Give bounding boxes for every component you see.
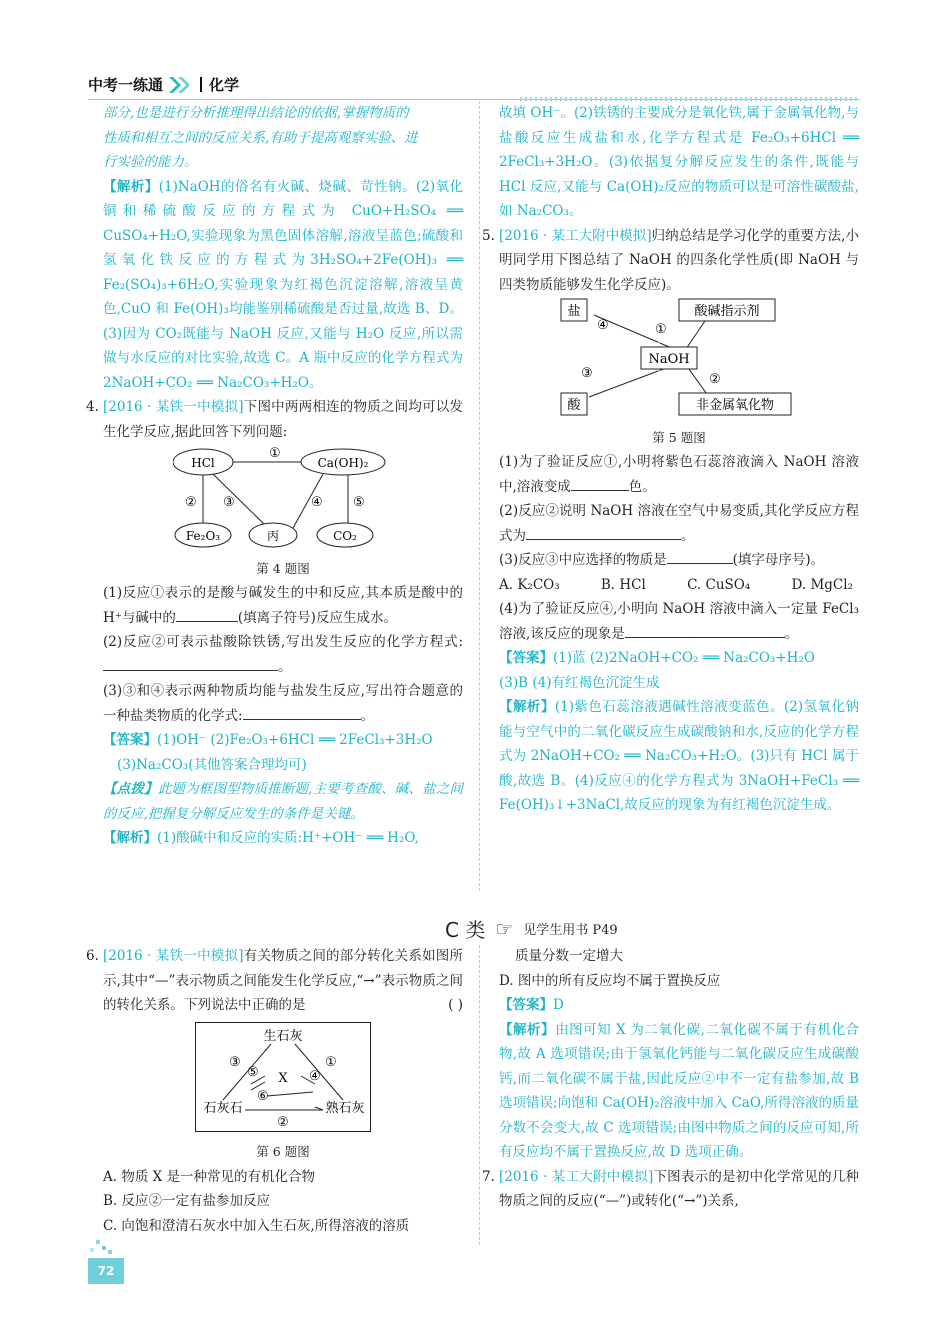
q5-analysis	[499, 695, 859, 818]
fig4-circle-5: ⑤	[353, 495, 365, 510]
question-number: 4.	[86, 399, 99, 415]
figure-5-caption: 第 5 题图	[652, 429, 706, 445]
fig6-circle-6: ⑥	[257, 1088, 269, 1104]
fig6-circle-4: ④	[309, 1068, 321, 1084]
q5-blank-3[interactable]	[667, 549, 733, 564]
q5-blank-2[interactable]	[526, 525, 681, 540]
q3-analysis-text: (1)NaOH的俗名有火碱、烧碱、苛性钠。(2)氧化铜和稀硫酸反应的方程式为 CuO+H₂SO₄ ══ CuSO₄+H₂O,实验现象为黑色固体溶解,溶液呈蓝色;硫酸和氢氧化铁反应的方程式为3H₂SO₄+2Fe(OH)₃ ══ Fe₂(SO₄)₃+6H₂O,实验现象为红褐色沉淀溶解,溶液呈黄色,CuO 和 Fe(OH)₃均能鉴别稀硫酸是否过量,故选 B、D。(3)因为 CO₂既能与 NaOH 反应,又能与 H₂O 反应,所以需做与水反应的对比实验,故选 C。A 瓶中反应的化学方程式为 2NaOH+CO₂ ══ Na₂CO₃+H₂O。	[103, 178, 464, 391]
analysis-tag: 【解析】	[499, 699, 555, 715]
q5-options	[499, 573, 859, 598]
right-column	[482, 101, 860, 818]
q4-analysis-continued: 故填 OH⁻。(2)铁锈的主要成分是氧化铁,属于金属氧化物,与盐酸反应生成盐和水,化学方程式是 Fe₂O₃+6HCl ══ 2FeCl₃+3H₂O。(3)依据复分解反应发生的条件,既能与 HCl 反应,又能与 Ca(OH)₂反应的物质可以是可溶性碳酸盐,如 Na₂CO₃。	[499, 105, 859, 219]
fig4-label-fe2o3: Fe₂O₃	[185, 529, 221, 543]
q5-part3-text: (3)反应③中应选择的物质是	[499, 552, 667, 568]
fig5-label-indicator: 酸碱指示剂	[694, 304, 760, 319]
fig5-label-naoh: NaOH	[648, 352, 690, 367]
subject-title: 化学	[209, 76, 240, 94]
q4-part3	[103, 679, 463, 728]
q5-part2-tail: 。	[681, 527, 695, 544]
q6-option-a[interactable]: A. 物质 X 是一种常见的有机化合物	[103, 1168, 316, 1185]
page-header	[88, 74, 239, 95]
q6-answer	[499, 993, 859, 1018]
figure-6	[103, 1022, 463, 1141]
q4-part2-tail: 。	[278, 658, 292, 675]
tip-tag: 【点拨】	[103, 781, 158, 797]
figure-4	[103, 444, 463, 557]
fig6-label-x: X	[278, 1070, 288, 1086]
q5-option-d[interactable]: D. MgCl₂	[791, 576, 853, 593]
q5-blank-4[interactable]	[625, 623, 785, 638]
q4-tip-text: 此题为框图型物质推断题,主要考查酸、碱、盐之间的反应,把握复分解反应发生的条件是关键。	[103, 781, 464, 822]
q6-option-c[interactable]: C. 向饱和澄清石灰水中加入生石灰,所得溶液的溶质	[103, 1217, 410, 1234]
fig5-circle-1: ①	[655, 322, 667, 337]
fig6-circle-2: ②	[277, 1114, 289, 1130]
q6-analysis	[499, 1018, 859, 1165]
q5-answer-line1: (1)蓝 (2)2NaOH+CO₂ ══ Na₂CO₃+H₂O	[553, 650, 815, 666]
question-number: 6.	[86, 948, 99, 964]
q4-answer-line1: (1)OH⁻ (2)Fe₂O₃+6HCl ══ 2FeCl₃+3H₂O	[157, 732, 433, 748]
page-number: 72	[88, 1258, 124, 1284]
section-reference: 见学生用书 P49	[523, 923, 618, 938]
answer-tag: 【答案】	[103, 732, 157, 748]
fig4-circle-3: ③	[223, 495, 235, 510]
section-c-heading	[445, 914, 618, 943]
figure-6-caption: 第 6 题图	[256, 1144, 310, 1159]
question-stem: 下图表示的是初中化学常见的几种物质之间的反应(“—”)或转化(“→”)关系,	[499, 1168, 860, 1209]
q5-part1-text: (1)为了验证反应①,小明将紫色石蕊溶液滴入 NaOH 溶液中,溶液变成	[499, 454, 859, 495]
question-source: [2016 · 某工大附中模拟]	[499, 1168, 654, 1185]
question-5	[482, 224, 860, 818]
fig6-label-quicklime: 生石灰	[263, 1028, 303, 1044]
q4-part1	[103, 581, 463, 630]
q4-analysis-text: (1)酸碱中和反应的实质:H⁺+OH⁻ ══ H₂O,	[157, 830, 419, 846]
analysis-tag: 【解析】	[103, 830, 157, 846]
header-separator	[200, 77, 202, 92]
q6-analysis-text: 由图可知 X 为二氧化碳,二氧化碳不属于有机化合物,故 A 选项错误;由于氢氧化钙能与二氧化碳反应生成碳酸钙,而二氧化碳不属于盐,因此反应②中不一定有盐参加,故 B 选项错误;向饱和 Ca(OH)₂溶液中加入 CaO,所得溶液的质量分数不会变大,故 C 选项错误;由图中物质之间的反应可知,所有反应均不属于置换反应,故 D 选项正确。	[499, 1021, 860, 1160]
fig6-label-slakedlime: 熟石灰	[325, 1100, 365, 1116]
column-divider-bottom	[479, 945, 480, 1245]
q5-analysis-text: (1)紫色石蕊溶液遇碱性溶液变蓝色。(2)氢氧化钠能与空气中的二氧化碳反应生成碳酸钠和水,反应的化学方程式为 2NaOH+CO₂ ══ Na₂CO₃+H₂O。(3)只有 HCl 属于酸,故选 B。(4)反应④的化学方程式为 3NaOH+FeCl₃ ══ Fe(OH)₃↓+3NaCl,故反应的现象为有红褐色沉淀生成。	[499, 699, 859, 813]
q4-tip	[103, 777, 463, 826]
q5-answer-line2: (3)B (4)有红褐色沉淀生成	[499, 674, 660, 691]
question-source: [2016 · 某工大附中模拟]	[499, 227, 652, 244]
q4-analysis	[103, 826, 463, 851]
fig4-circle-4: ④	[311, 495, 323, 510]
fig4-circle-1: ①	[269, 446, 281, 461]
q5-part3-tail: (填字母序号)。	[732, 552, 825, 568]
book-title: 中考一练通	[88, 76, 164, 94]
question-6	[86, 944, 464, 1238]
left-column-bottom	[86, 944, 464, 1238]
right-column-bottom	[482, 944, 860, 1214]
pointing-hand-icon: ☞	[495, 916, 514, 941]
q5-part2	[499, 499, 859, 548]
q5-option-c[interactable]: C. CuSO₄	[687, 576, 751, 593]
fig6-circle-5: ⑤	[247, 1064, 259, 1080]
answer-parentheses[interactable]: ( )	[448, 997, 463, 1013]
q4-part2-text: (2)反应②可表示盐酸除铁锈,写出发生反应的化学方程式:	[103, 634, 463, 650]
q5-part4-text: (4)为了验证反应④,小明向 NaOH 溶液中滴入一定量 FeCl₃溶液,该反应的现象是	[499, 601, 859, 642]
fig5-label-salt: 盐	[567, 304, 581, 319]
column-divider-top	[479, 101, 480, 891]
q5-part4-tail: 。	[784, 625, 799, 642]
page-corner-dots	[88, 1238, 118, 1256]
intro-line-3: 行实验的能力。	[103, 154, 198, 170]
q6-answer-text: D	[553, 997, 564, 1013]
q4-part2	[103, 630, 463, 679]
q4-answer-line2: (3)Na₂CO₃(其他答案合理均可)	[117, 756, 307, 773]
question-number: 5.	[482, 227, 495, 244]
analysis-tag: 【解析】	[499, 1021, 556, 1038]
fig5-circle-3: ③	[581, 366, 593, 381]
q4-part1-tail: (填离子符号)反应生成水。	[237, 609, 397, 626]
answer-tag: 【答案】	[499, 650, 553, 666]
section-title: C 类	[445, 918, 486, 942]
intro-line-2: 性质和相互之间的反应关系,有助于提高观察实验、进	[103, 129, 418, 146]
fig5-circle-2: ②	[709, 372, 721, 387]
q5-option-a[interactable]: A. K₂CO₃	[499, 576, 560, 593]
q5-option-b[interactable]: B. HCl	[600, 576, 646, 593]
q4-blank-3[interactable]	[243, 705, 361, 720]
question-stem: 归纳总结是学习化学的重要方法,小明同学用下图总结了 NaOH 的四条化学性质(即 NaOH 与四类物质能够发生化学反应)。	[499, 227, 860, 293]
q5-part3	[499, 548, 859, 573]
question-stem: 有关物质之间的部分转化关系如图所示,其中“—”表示物质之间能发生化学反应,“→”表示物质之间的转化关系。下列说法中正确的是	[103, 948, 464, 1013]
question-source: [2016 · 某铁一中模拟]	[103, 948, 244, 964]
intro-line-1: 部分,也是进行分析推理得出结论的依据,掌握物质的	[103, 105, 409, 121]
double-chevron-icon	[167, 76, 193, 94]
q4-part3-tail: 。	[360, 707, 375, 724]
fig4-circle-2: ②	[185, 495, 197, 510]
fig4-label-bing: 丙	[266, 529, 280, 543]
question-7	[482, 1165, 860, 1214]
fig4-label-co2: CO₂	[333, 529, 357, 543]
q5-part1-tail: 色。	[628, 478, 656, 495]
fig5-circle-4: ④	[597, 318, 609, 333]
q4-blank-2[interactable]	[103, 656, 278, 671]
fig5-label-oxide: 非金属氧化物	[695, 398, 775, 413]
q5-blank-1[interactable]	[571, 476, 629, 491]
q3-analysis	[103, 175, 463, 396]
q4-part3-text: (3)③和④表示两种物质均能与盐发生反应,写出符合题意的一种盐类物质的化学式:	[103, 683, 463, 724]
question-stem: 下图中两两相连的物质之间均可以发生化学反应,据此回答下列问题:	[103, 399, 464, 440]
q4-blank-1[interactable]	[176, 607, 238, 622]
fig5-label-acid: 酸	[567, 398, 581, 413]
q6-option-b[interactable]: B. 反应②一定有盐参加反应	[103, 1193, 271, 1209]
fig6-label-limestone: 石灰石	[203, 1100, 243, 1116]
answer-tag: 【答案】	[499, 997, 553, 1013]
fig6-circle-1: ①	[325, 1054, 337, 1070]
question-source: [2016 · 某铁一中模拟]	[103, 399, 244, 415]
left-column	[86, 101, 464, 851]
analysis-tag: 【解析】	[103, 178, 159, 195]
question-4	[86, 395, 464, 851]
fig6-circle-3: ③	[229, 1054, 241, 1070]
q6-option-d[interactable]: D. 图中的所有反应均不属于置换反应	[499, 972, 721, 989]
fig4-label-hcl: HCl	[191, 456, 215, 470]
question-number: 7.	[482, 1168, 495, 1185]
figure-5	[499, 297, 859, 426]
q5-part1	[499, 450, 859, 499]
q5-part4	[499, 597, 859, 646]
q4-part1-text: (1)反应①表示的是酸与碱发生的中和反应,其本质是酸中的 H⁺与碱中的	[103, 585, 463, 626]
figure-4-caption: 第 4 题图	[256, 560, 310, 576]
q5-part2-text: (2)反应②说明 NaOH 溶液在空气中易变质,其化学反应方程式为	[499, 503, 859, 544]
fig4-label-caoh2: Ca(OH)₂	[317, 456, 369, 470]
q5-answer	[499, 646, 859, 671]
q6-option-c-continued: 质量分数一定增大	[515, 948, 623, 964]
q4-answer	[103, 728, 463, 753]
